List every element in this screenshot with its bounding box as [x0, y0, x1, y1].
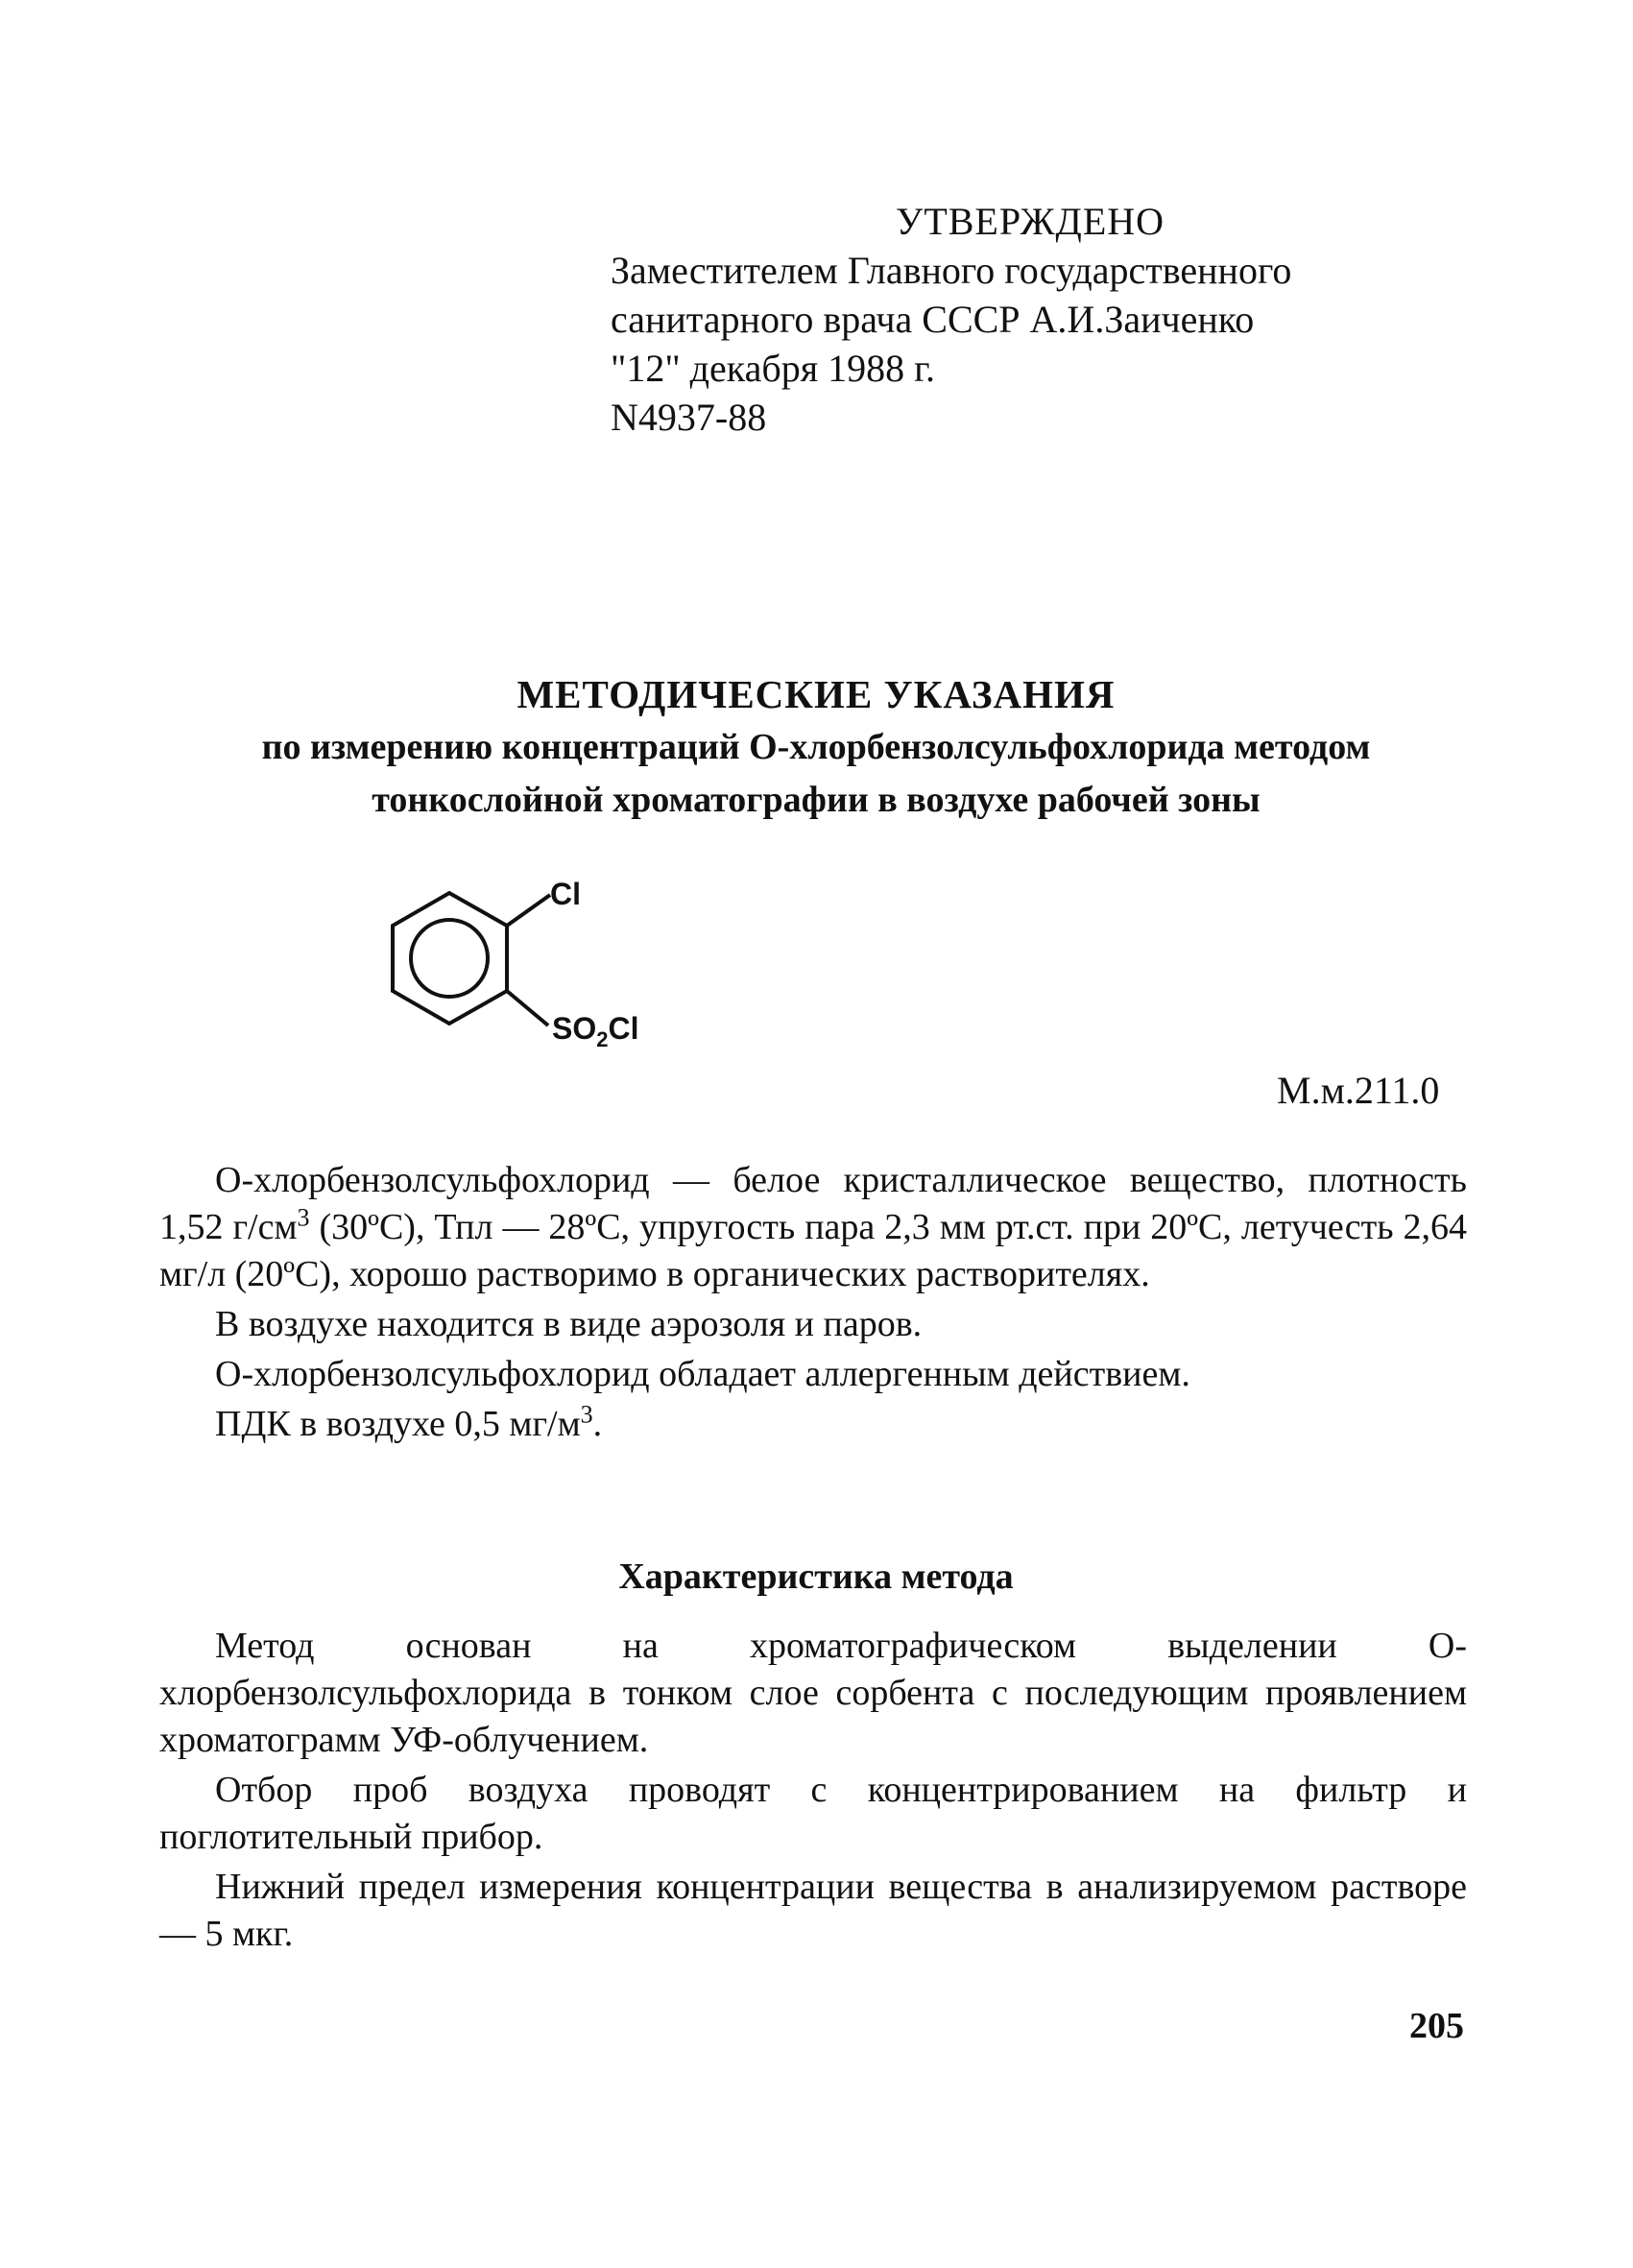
molecular-mass: М.м.211.0: [1277, 1069, 1440, 1112]
approval-line-1: Заместителем Главного государственного: [611, 249, 1292, 292]
section-heading: Характеристика метода: [618, 1556, 1014, 1597]
approval-line-2: санитарного врача СССР А.И.Заиченко: [611, 298, 1255, 341]
page-number: 205: [1409, 2006, 1464, 2046]
paragraph-method-basis: Метод основан на хроматографическом выделении О-хлорбензолсульфохлорида в тонком слое сорбента с последующим проявлением хроматограмм УФ-облучением.: [159, 1626, 1467, 1760]
title-sub-line-1: по измерению концентраций О-хлорбензолсульфохлорида методом: [261, 727, 1371, 767]
bond-to-so2cl: [507, 991, 548, 1025]
paragraph-properties: О-хлорбензолсульфохлорид — белое кристаллическое вещество, плотность 1,52 $г/см^3$ (30ºС), Тпл — 28ºС, упругость пара 2,3 мм рт.ст. при 20ºС, летучесть 2,64 мг/л (20ºС), хорошо растворимо в органических растворителях.: [159, 1160, 1467, 1294]
approval-line-4: N4937-88: [611, 396, 767, 439]
structural-formula: [379, 862, 696, 1112]
properties-section: [159, 1157, 1467, 1451]
title-main: МЕТОДИЧЕСКИЕ УКАЗАНИЯ: [516, 672, 1116, 716]
paragraph-mac: ПДК в воздухе 0,5 $мг/м^3$.: [215, 1400, 603, 1444]
approval-block: [611, 197, 1475, 442]
paragraph-allergen: О-хлорбензолсульфохлорид обладает аллергенным действием.: [215, 1354, 1190, 1394]
document-title: [96, 667, 1536, 827]
so2cl-label: $SO_2Cl$: [552, 1011, 639, 1051]
approval-heading: УТВЕРЖДЕНО: [896, 200, 1165, 243]
approval-line-3: "12" декабря 1988 г.: [611, 347, 935, 390]
cl-label: Cl: [550, 877, 581, 911]
title-sub-line-2: тонкослойной хроматографии в воздухе рабочей зоны: [372, 780, 1261, 820]
aromatic-circle: [411, 920, 488, 997]
paragraph-sampling: Отбор проб воздуха проводят с концентрированием на фильтр и поглотительный прибор.: [159, 1770, 1467, 1857]
paragraph-air-state: В воздухе находится в виде аэрозоля и паров.: [215, 1304, 923, 1344]
method-section: [159, 1623, 1467, 1961]
bond-to-cl: [507, 895, 550, 926]
paragraph-detection-limit: Нижний предел измерения концентрации вещества в анализируемом растворе — 5 мкг.: [159, 1867, 1467, 1954]
